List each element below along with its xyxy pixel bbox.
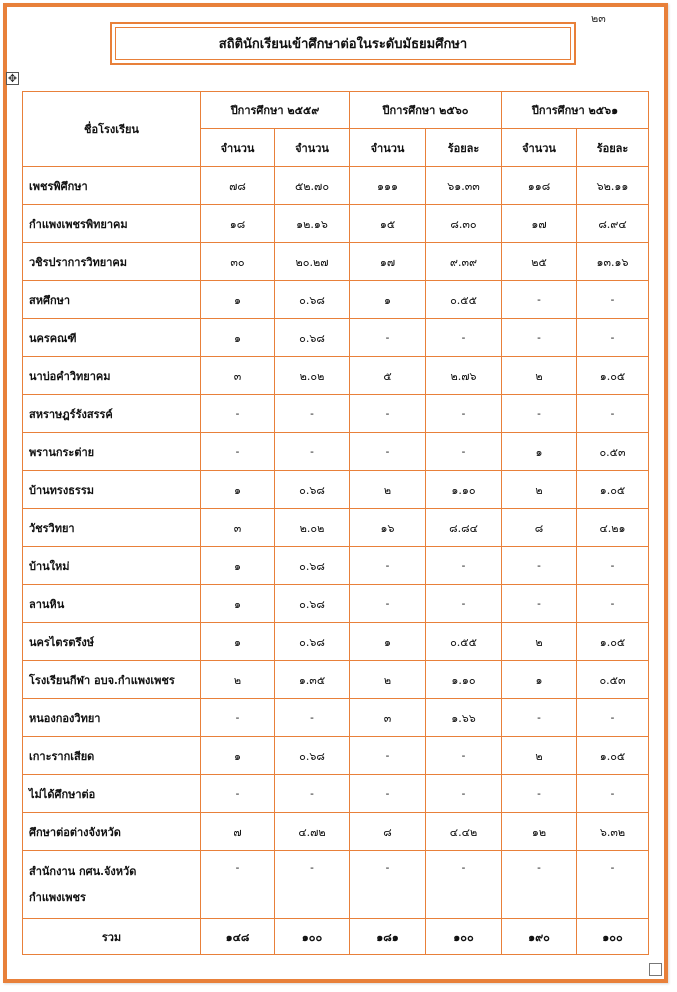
table-row bbox=[23, 471, 649, 509]
value-cell: ๒ bbox=[201, 661, 275, 699]
table-row bbox=[23, 509, 649, 547]
value-cell: ๑๗ bbox=[502, 205, 577, 243]
school-name-cell: ลานหิน bbox=[23, 585, 201, 623]
total-label: รวม bbox=[23, 919, 201, 955]
table-row bbox=[23, 585, 649, 623]
value-cell: - bbox=[502, 395, 577, 433]
value-cell: ๐.๖๘ bbox=[275, 471, 350, 509]
column-subheader: ร้อยละ bbox=[577, 129, 649, 167]
value-cell: ๑ bbox=[201, 737, 275, 775]
total-value-cell: ๑๐๐ bbox=[426, 919, 502, 955]
value-cell: ๖๑.๓๓ bbox=[426, 167, 502, 205]
value-cell: ๖๒.๑๑ bbox=[577, 167, 649, 205]
value-cell: - bbox=[577, 547, 649, 585]
value-cell: ๒ bbox=[502, 471, 577, 509]
value-cell: ๑.๑๐ bbox=[426, 471, 502, 509]
value-cell: - bbox=[201, 851, 275, 919]
school-name-cell: เกาะรากเสียด bbox=[23, 737, 201, 775]
value-cell: ๑๓.๑๖ bbox=[577, 243, 649, 281]
value-cell: ๑ bbox=[201, 471, 275, 509]
value-cell: - bbox=[502, 281, 577, 319]
value-cell: ๑๘ bbox=[201, 205, 275, 243]
value-cell: ๑ bbox=[502, 433, 577, 471]
total-value-cell: ๑๐๐ bbox=[577, 919, 649, 955]
year-header: ปีการศึกษา ๒๕๖๐ bbox=[350, 92, 502, 129]
column-subheader: จำนวน bbox=[275, 129, 350, 167]
column-subheader: จำนวน bbox=[201, 129, 275, 167]
value-cell: ๑ bbox=[201, 319, 275, 357]
value-cell: ๙.๓๙ bbox=[426, 243, 502, 281]
value-cell: ๒.๐๒ bbox=[275, 357, 350, 395]
school-name-cell: วัชรวิทยา bbox=[23, 509, 201, 547]
school-name-header: ชื่อโรงเรียน bbox=[23, 92, 201, 167]
title-box bbox=[110, 22, 576, 65]
value-cell: - bbox=[502, 585, 577, 623]
column-subheader: จำนวน bbox=[502, 129, 577, 167]
value-cell: - bbox=[201, 395, 275, 433]
value-cell: ๒๐.๒๗ bbox=[275, 243, 350, 281]
value-cell: ๑.๖๖ bbox=[426, 699, 502, 737]
value-cell: ๔.๗๒ bbox=[275, 813, 350, 851]
value-cell: ๘ bbox=[350, 813, 426, 851]
table-row bbox=[23, 319, 649, 357]
value-cell: ๐.๖๘ bbox=[275, 547, 350, 585]
value-cell: - bbox=[426, 319, 502, 357]
table-row bbox=[23, 357, 649, 395]
value-cell: ๘ bbox=[502, 509, 577, 547]
value-cell: - bbox=[201, 699, 275, 737]
table-row bbox=[23, 167, 649, 205]
year-header: ปีการศึกษา ๒๕๕๙ bbox=[201, 92, 350, 129]
value-cell: ๑.๓๕ bbox=[275, 661, 350, 699]
value-cell: - bbox=[275, 775, 350, 813]
value-cell: ๓๐ bbox=[201, 243, 275, 281]
value-cell: ๑.๑๐ bbox=[426, 661, 502, 699]
school-name-cell: นครคณฑี bbox=[23, 319, 201, 357]
value-cell: - bbox=[350, 585, 426, 623]
school-name-cell: วชิรปราการวิทยาคม bbox=[23, 243, 201, 281]
value-cell: ๐.๕๕ bbox=[426, 623, 502, 661]
total-row bbox=[23, 919, 649, 955]
value-cell: - bbox=[350, 851, 426, 919]
value-cell: - bbox=[275, 851, 350, 919]
value-cell: - bbox=[350, 319, 426, 357]
value-cell: ๓ bbox=[201, 357, 275, 395]
value-cell: ๑๑๑ bbox=[350, 167, 426, 205]
value-cell: ๘.๘๔ bbox=[426, 509, 502, 547]
value-cell: ๒.๐๒ bbox=[275, 509, 350, 547]
value-cell: ๑๗ bbox=[350, 243, 426, 281]
value-cell: ๑๖ bbox=[350, 509, 426, 547]
value-cell: ๔.๒๑ bbox=[577, 509, 649, 547]
value-cell: ๒ bbox=[350, 471, 426, 509]
table-row bbox=[23, 547, 649, 585]
value-cell: ๓ bbox=[201, 509, 275, 547]
value-cell: ๑๑๘ bbox=[502, 167, 577, 205]
statistics-table bbox=[22, 91, 649, 955]
value-cell: ๒๕ bbox=[502, 243, 577, 281]
value-cell: - bbox=[502, 851, 577, 919]
table-row bbox=[23, 661, 649, 699]
value-cell: ๐.๖๘ bbox=[275, 281, 350, 319]
value-cell: - bbox=[426, 737, 502, 775]
value-cell: ๒ bbox=[502, 623, 577, 661]
school-name-cell: โรงเรียนกีฬา อบจ.กำแพงเพชร bbox=[23, 661, 201, 699]
value-cell: - bbox=[426, 775, 502, 813]
value-cell: ๑ bbox=[201, 623, 275, 661]
value-cell: ๑ bbox=[201, 281, 275, 319]
value-cell: ๑๒ bbox=[502, 813, 577, 851]
year-header: ปีการศึกษา ๒๕๖๑ bbox=[502, 92, 649, 129]
value-cell: ๗ bbox=[201, 813, 275, 851]
value-cell: - bbox=[350, 547, 426, 585]
table-row bbox=[23, 851, 649, 919]
school-name-cell: บ้านทรงธรรม bbox=[23, 471, 201, 509]
value-cell: ๑.๐๕ bbox=[577, 471, 649, 509]
value-cell: ๐.๖๘ bbox=[275, 737, 350, 775]
value-cell: ๐.๖๘ bbox=[275, 623, 350, 661]
value-cell: - bbox=[502, 547, 577, 585]
value-cell: - bbox=[275, 395, 350, 433]
school-name-cell: เพชรพิศึกษา bbox=[23, 167, 201, 205]
school-name-cell: กำแพงเพชรพิทยาคม bbox=[23, 205, 201, 243]
value-cell: ๘.๙๔ bbox=[577, 205, 649, 243]
table-row bbox=[23, 433, 649, 471]
value-cell: - bbox=[201, 775, 275, 813]
column-subheader: จำนวน bbox=[350, 129, 426, 167]
value-cell: ๑ bbox=[201, 585, 275, 623]
table-row bbox=[23, 737, 649, 775]
value-cell: - bbox=[426, 585, 502, 623]
value-cell: - bbox=[502, 319, 577, 357]
total-value-cell: ๑๐๐ bbox=[275, 919, 350, 955]
value-cell: - bbox=[577, 319, 649, 357]
value-cell: - bbox=[350, 433, 426, 471]
table-header-row bbox=[23, 92, 649, 129]
school-name-cell: ศึกษาต่อต่างจังหวัด bbox=[23, 813, 201, 851]
table-resize-handle[interactable] bbox=[649, 963, 662, 976]
value-cell: ๒ bbox=[502, 357, 577, 395]
value-cell: - bbox=[577, 699, 649, 737]
school-name-cell: สำนักงาน กศน.จังหวัด กำแพงเพชร bbox=[23, 851, 201, 919]
value-cell: - bbox=[577, 775, 649, 813]
value-cell: ๖.๓๒ bbox=[577, 813, 649, 851]
value-cell: ๓ bbox=[350, 699, 426, 737]
value-cell: ๑ bbox=[502, 661, 577, 699]
value-cell: - bbox=[426, 851, 502, 919]
value-cell: ๑.๐๕ bbox=[577, 737, 649, 775]
table-row bbox=[23, 395, 649, 433]
value-cell: - bbox=[577, 395, 649, 433]
value-cell: ๐.๕๓ bbox=[577, 433, 649, 471]
table-row bbox=[23, 243, 649, 281]
value-cell: ๑ bbox=[201, 547, 275, 585]
value-cell: ๑.๐๕ bbox=[577, 623, 649, 661]
value-cell: ๑ bbox=[350, 623, 426, 661]
school-name-cell: พรานกระต่าย bbox=[23, 433, 201, 471]
value-cell: - bbox=[350, 395, 426, 433]
value-cell: ๒ bbox=[350, 661, 426, 699]
value-cell: - bbox=[577, 281, 649, 319]
value-cell: - bbox=[350, 775, 426, 813]
total-value-cell: ๑๘๑ bbox=[350, 919, 426, 955]
table-row bbox=[23, 623, 649, 661]
table-row bbox=[23, 813, 649, 851]
value-cell: ๗๘ bbox=[201, 167, 275, 205]
value-cell: ๑ bbox=[350, 281, 426, 319]
value-cell: ๑๕ bbox=[350, 205, 426, 243]
school-name-cell: นาบ่อคำวิทยาคม bbox=[23, 357, 201, 395]
value-cell: - bbox=[577, 585, 649, 623]
column-subheader: ร้อยละ bbox=[426, 129, 502, 167]
value-cell: ๑๒.๑๖ bbox=[275, 205, 350, 243]
value-cell: ๔.๔๒ bbox=[426, 813, 502, 851]
value-cell: - bbox=[201, 433, 275, 471]
table-row bbox=[23, 205, 649, 243]
table-row bbox=[23, 699, 649, 737]
value-cell: - bbox=[502, 775, 577, 813]
value-cell: - bbox=[426, 395, 502, 433]
value-cell: - bbox=[275, 699, 350, 737]
value-cell: ๐.๖๘ bbox=[275, 585, 350, 623]
table-row bbox=[23, 281, 649, 319]
school-name-cell: สหศึกษา bbox=[23, 281, 201, 319]
school-name-cell: ไม่ได้ศึกษาต่อ bbox=[23, 775, 201, 813]
school-name-cell: นครไตรตรึงษ์ bbox=[23, 623, 201, 661]
value-cell: ๕๒.๗๐ bbox=[275, 167, 350, 205]
total-value-cell: ๑๙๐ bbox=[502, 919, 577, 955]
value-cell: - bbox=[577, 851, 649, 919]
value-cell: - bbox=[502, 699, 577, 737]
school-name-cell: สหราษฎร์รังสรรค์ bbox=[23, 395, 201, 433]
value-cell: ๐.๕๕ bbox=[426, 281, 502, 319]
page-number: ๒๓ bbox=[591, 12, 606, 25]
value-cell: - bbox=[350, 737, 426, 775]
school-name-cell: บ้านใหม่ bbox=[23, 547, 201, 585]
value-cell: ๐.๕๓ bbox=[577, 661, 649, 699]
school-name-cell: หนองกองวิทยา bbox=[23, 699, 201, 737]
value-cell: ๐.๖๘ bbox=[275, 319, 350, 357]
value-cell: ๒.๗๖ bbox=[426, 357, 502, 395]
value-cell: - bbox=[426, 547, 502, 585]
table-move-handle-icon[interactable]: ✥ bbox=[7, 72, 18, 85]
value-cell: ๒ bbox=[502, 737, 577, 775]
value-cell: ๘.๓๐ bbox=[426, 205, 502, 243]
page-title: สถิตินักเรียนเข้าศึกษาต่อในระดับมัธยมศึกษา bbox=[115, 27, 571, 60]
value-cell: - bbox=[426, 433, 502, 471]
table-row bbox=[23, 775, 649, 813]
value-cell: ๑.๐๕ bbox=[577, 357, 649, 395]
value-cell: - bbox=[275, 433, 350, 471]
total-value-cell: ๑๔๘ bbox=[201, 919, 275, 955]
value-cell: ๕ bbox=[350, 357, 426, 395]
